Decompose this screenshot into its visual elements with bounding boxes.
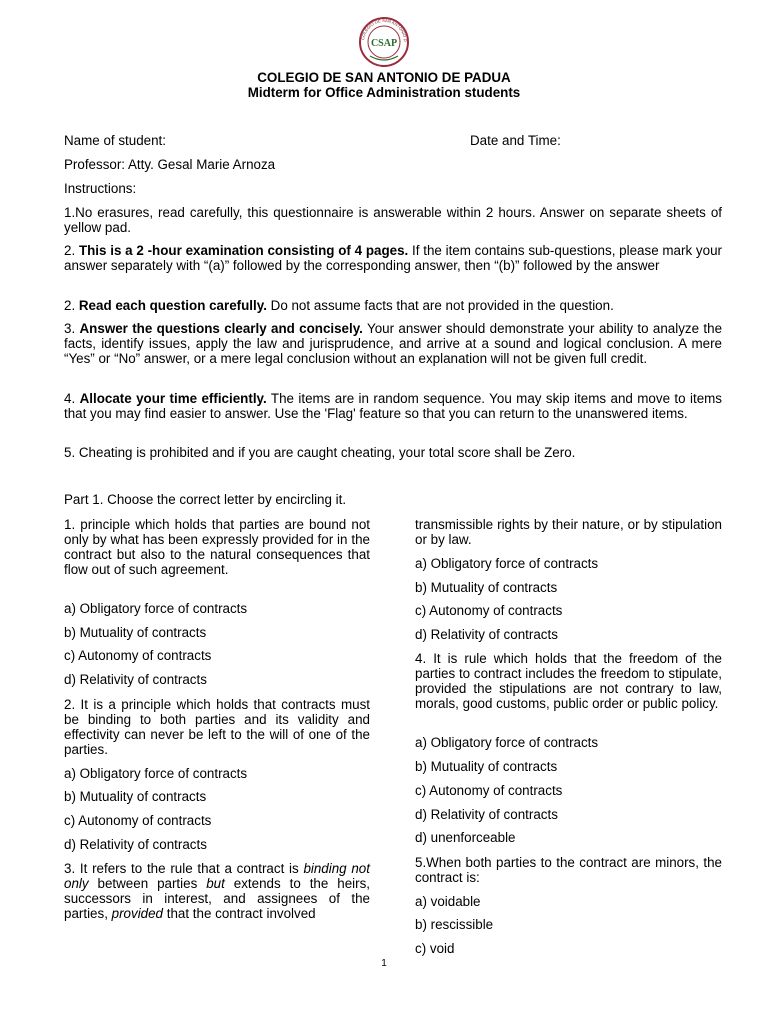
q2-option-b: b) Mutuality of contracts [64,789,207,804]
question-2: 2. It is a principle which holds that contracts must be binding to both parties and its validity and effectivity can never be left to the will of one of the parties. [64,697,370,757]
q1-option-d: d) Relativity of contracts [64,672,207,687]
q3-option-b: b) Mutuality of contracts [415,580,558,595]
q4-option-d: d) Relativity of contracts [415,807,558,822]
q2-option-a: a) Obligatory force of contracts [64,766,248,781]
date-and-time-label: Date and Time: [470,133,561,148]
q5-option-c: c) void [415,941,455,956]
q2-option-c: c) Autonomy of contracts [64,813,212,828]
q3-option-a: a) Obligatory force of contracts [415,556,599,571]
q1-option-c: c) Autonomy of contracts [64,648,212,663]
question-4: 4. It is rule which holds that the freedom of the parties to contract includes the freedom to stipulate, provided the stipulations are not contrary to law, morals, good customs, public order or public policy. [415,651,722,711]
q2-option-d: d) Relativity of contracts [64,837,207,852]
question-5: 5.When both parties to the contract are minors, the contract is: [415,855,722,885]
school-name: COLEGIO DE SAN ANTONIO DE PADUA [257,70,511,85]
q3-option-c: c) Autonomy of contracts [415,603,563,618]
q5-option-b: b) rescissible [415,917,494,932]
svg-text:CSAP: CSAP [370,38,398,49]
instruction-6: 5. Cheating is prohibited and if you are caught cheating, your total score shall be Zero. [64,445,576,460]
q4-option-d2: d) unenforceable [415,830,516,845]
school-seal-logo [356,16,412,68]
svg-text:COLEGIO DE SAN ANTONIO DE PADU: COLEGIO DE SAN ANTONIO D [360,17,409,42]
q5-option-a: a) voidable [415,894,481,909]
instruction-5: 4. Allocate your time efficiently. The items are in random sequence. You may skip items and move to items that you may find easier to answer. Use the 'Flag' feature so that you can return to the unanswered items. [64,391,723,421]
instruction-3: 2. Read each question carefully. Do not assume facts that are not provided in the question. [64,298,614,313]
page-number: 1 [381,958,387,969]
instruction-4: 3. Answer the questions clearly and concisely. Your answer should demonstrate your ability to analyze the facts, identify issues, apply the law and jurisprudence, and arrive at a sound and logical conclusion. A mere “Yes” or “No” answer, or a mere legal conclusion without an explanation will not be given full credit. [64,321,723,366]
instruction-1: 1.No erasures, read carefully, this questionnaire is answerable within 2 hours. Answer on separate sheets of yellow pad. [64,205,722,235]
q1-option-b: b) Mutuality of contracts [64,625,207,640]
exam-title: Midterm for Office Administration students [247,85,521,100]
q3-option-d: d) Relativity of contracts [415,627,558,642]
question-3-continued: transmissible rights by their nature, or by stipulation or by law. [415,517,722,547]
question-3: 3. It refers to the rule that a contract is binding not only between parties but extends to the heirs, successors in interest, and assignees of the parties, provided that the contract involved [64,861,370,921]
q4-option-b: b) Mutuality of contracts [415,759,558,774]
part1-title: Part 1. Choose the correct letter by encircling it. [64,492,347,507]
q4-option-c: c) Autonomy of contracts [415,783,563,798]
professor-line: Professor: Atty. Gesal Marie Arnoza [64,157,276,172]
q1-option-a: a) Obligatory force of contracts [64,601,248,616]
instruction-2: 2. This is a 2 -hour examination consisting of 4 pages. If the item contains sub-questions, please mark your answer separately with “(a)” followed by the corresponding answer, then “(b)” followed by the answer [64,243,722,273]
instructions-label: Instructions: [64,181,137,196]
question-1: 1. principle which holds that parties are bound not only by what has been expressly provided for in the contract but also to the natural consequences that flow out of such agreement. [64,517,370,577]
name-of-student-label: Name of student: [64,133,166,148]
q4-option-a: a) Obligatory force of contracts [415,735,599,750]
